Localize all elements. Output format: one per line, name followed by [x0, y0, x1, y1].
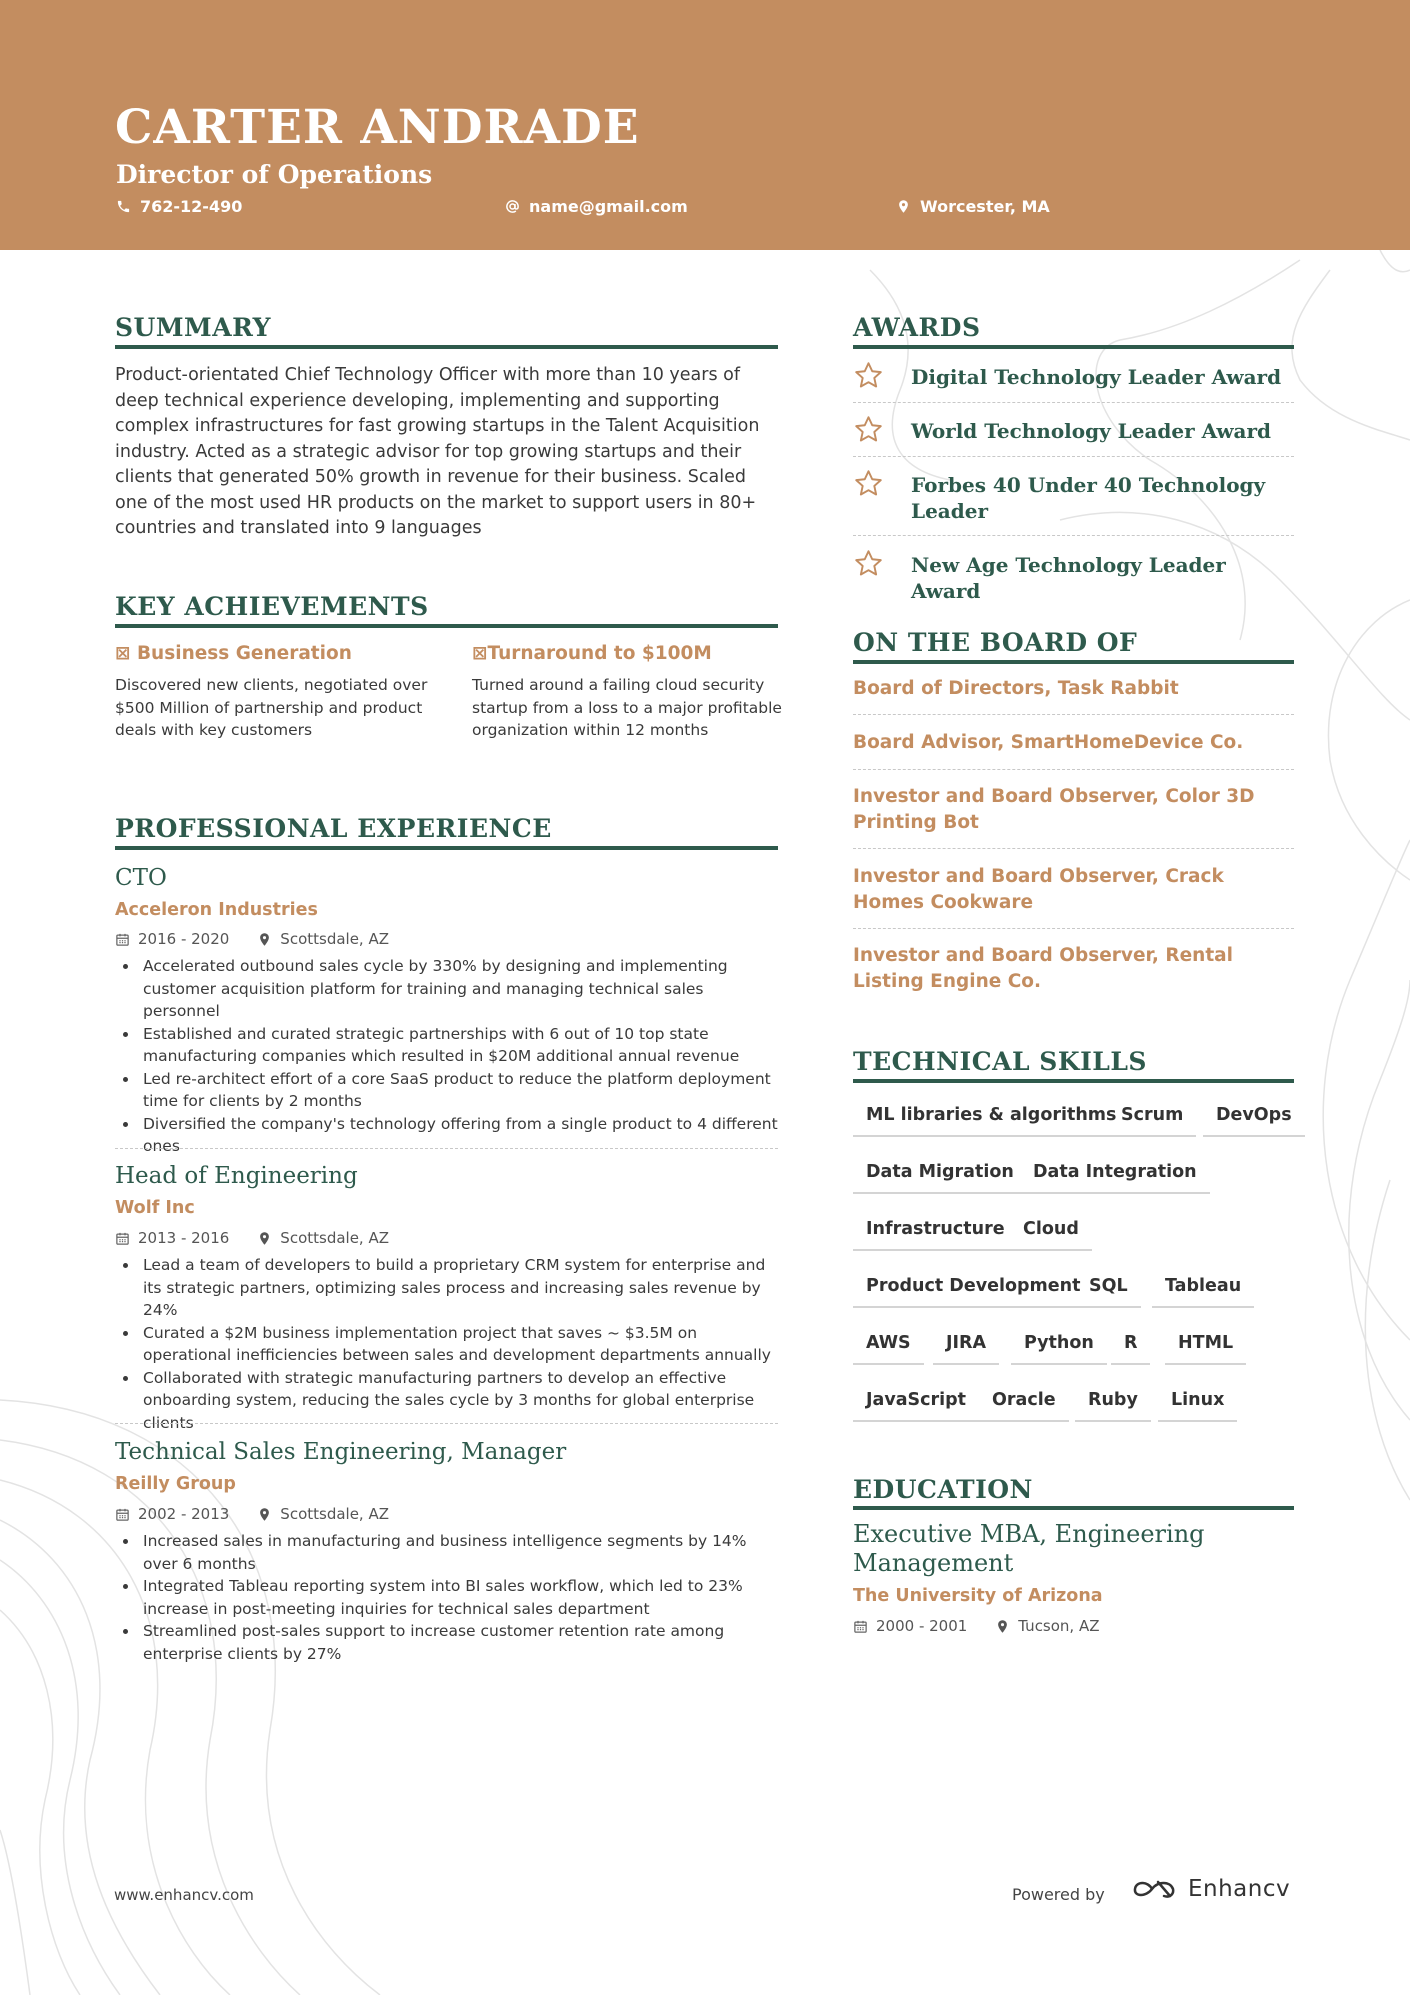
contact-phone[interactable] — [116, 197, 242, 216]
board-separator — [853, 848, 1294, 849]
job-bullet: Streamlined post-sales support to increase customer retention rate among enterprise clients by 27% — [115, 1620, 785, 1665]
header-banner — [0, 0, 1410, 250]
location-pin-icon — [896, 199, 911, 214]
achievement-title: ⊠Turnaround to $100M — [472, 643, 712, 664]
award-item — [853, 552, 1294, 604]
skill-tag: Oracle — [979, 1390, 1069, 1422]
job-bullet: Integrated Tableau reporting system into BI sales workflow, which led to 23% increase in post-meeting inquiries for technical sales department — [115, 1575, 785, 1620]
star-icon — [853, 414, 884, 445]
skills-heading: TECHNICAL SKILLS — [853, 1047, 1147, 1076]
board-item: Investor and Board Observer, Crack Homes Cookware — [853, 866, 1224, 913]
contact-location — [896, 197, 1050, 216]
award-name: Forbes 40 Under 40 Technology Leader — [911, 473, 1266, 523]
job-separator — [115, 1423, 778, 1424]
star-icon — [853, 548, 884, 579]
job-company: Wolf Inc — [115, 1198, 195, 1218]
award-name: World Technology Leader Award — [911, 419, 1272, 443]
email-text: name@gmail.com — [529, 197, 688, 216]
award-separator — [853, 535, 1294, 536]
contact-email[interactable] — [505, 197, 688, 216]
calendar-icon — [115, 1231, 130, 1246]
calendar-icon — [853, 1619, 868, 1634]
powered-by-label: Powered by — [1012, 1885, 1105, 1904]
skill-tag: Tableau — [1152, 1276, 1254, 1308]
job-bullet: Increased sales in manufacturing and business intelligence segments by 14% over 6 months — [115, 1530, 785, 1575]
enhancv-logo-icon — [1130, 1876, 1178, 1902]
star-icon — [853, 468, 884, 499]
board-item: Investor and Board Observer, Rental Listing Engine Co. — [853, 945, 1233, 992]
summary-text: Product-orientated Chief Technology Officer with more than 10 years of deep technical experience developing, implementing and supporting complex infrastructures for fast growing startups in the Talent Acquisition industry. Acted as a strategic advisor for top growing startups and their clients that generated 50% growth in revenue for their business. Scaled one of the most used HR products on the market to support users in 80+ countries and translated into 9 languages — [115, 365, 760, 538]
job-title: Head of Engineering — [115, 1163, 358, 1189]
achievement-title: ⊠ Business Generation — [115, 643, 352, 664]
job-dates: 2016 - 2020 — [138, 930, 230, 948]
education-school: The University of Arizona — [853, 1586, 1103, 1606]
board-item: Board of Directors, Task Rabbit — [853, 678, 1179, 699]
education-divider — [853, 1506, 1294, 1510]
skill-tag: Ruby — [1075, 1390, 1151, 1422]
skill-tag: Cloud — [1010, 1219, 1092, 1251]
job-separator — [115, 1148, 778, 1149]
job-meta — [115, 930, 389, 948]
job-company: Reilly Group — [115, 1474, 236, 1494]
skill-tag: Python — [1011, 1333, 1107, 1365]
location-pin-icon — [995, 1619, 1010, 1634]
star-icon — [853, 360, 884, 391]
job-bullet: Collaborated with strategic manufacturing partners to develop an effective onboarding system, reducing the sales cycle by 3 months for global enterprise clients — [115, 1367, 785, 1435]
job-bullet: Diversified the company's technology offering from a single product to 4 different ones — [115, 1113, 785, 1158]
job-location: Scottsdale, AZ — [280, 930, 390, 948]
skill-tag: ML libraries & algorithms — [853, 1105, 1129, 1137]
award-item — [853, 364, 1294, 391]
education-heading: EDUCATION — [853, 1475, 1033, 1504]
job-title: Technical Sales Engineering, Manager — [115, 1439, 567, 1465]
location-pin-icon — [257, 1231, 272, 1246]
job-bullet: Lead a team of developers to build a proprietary CRM system for enterprise and its strategic partners, optimizing sales process and increasing sales revenue by 24% — [115, 1254, 785, 1322]
skill-tag: JavaScript — [853, 1390, 979, 1422]
summary-divider — [115, 345, 778, 349]
board-item: Board Advisor, SmartHomeDevice Co. — [853, 732, 1244, 753]
job-bullets — [115, 1254, 785, 1434]
education-location: Tucson, AZ — [1018, 1617, 1100, 1635]
candidate-name: CARTER ANDRADE — [115, 100, 640, 155]
board-separator — [853, 928, 1294, 929]
skill-tag: Data Migration — [853, 1162, 1027, 1194]
skill-tag: DevOps — [1203, 1105, 1305, 1137]
achievements-heading: KEY ACHIEVEMENTS — [115, 592, 429, 621]
job-bullet: Curated a $2M business implementation project that saves ~ $3.5M on operational inefficiencies between sales and development departments annually — [115, 1322, 785, 1367]
location-pin-icon — [257, 1507, 272, 1522]
job-dates: 2013 - 2016 — [138, 1229, 230, 1247]
award-item — [853, 418, 1294, 445]
awards-divider — [853, 345, 1294, 349]
skill-tag: SQL — [1076, 1276, 1141, 1308]
candidate-role: Director of Operations — [116, 160, 433, 189]
job-bullets — [115, 955, 785, 1158]
job-location: Scottsdale, AZ — [280, 1505, 390, 1523]
location-pin-icon — [257, 932, 272, 947]
achievement-text: Turned around a failing cloud security startup from a loss to a major profitable organization within 12 months — [472, 676, 782, 739]
job-title: CTO — [115, 865, 167, 891]
skill-tag: Infrastructure — [853, 1219, 1018, 1251]
award-name: New Age Technology Leader Award — [911, 553, 1226, 603]
achievements-divider — [115, 624, 778, 628]
job-bullet: Led re-architect effort of a core SaaS product to reduce the platform deployment time for clients by 2 months — [115, 1068, 785, 1113]
job-dates: 2002 - 2013 — [138, 1505, 230, 1523]
skills-divider — [853, 1079, 1294, 1083]
calendar-icon — [115, 932, 130, 947]
skill-tag: R — [1111, 1333, 1150, 1365]
job-bullets — [115, 1530, 785, 1665]
award-name: Digital Technology Leader Award — [911, 365, 1282, 389]
board-item: Investor and Board Observer, Color 3D Printing Bot — [853, 786, 1255, 833]
skill-tag: HTML — [1165, 1333, 1246, 1365]
board-divider — [853, 660, 1294, 664]
skill-tag: Product Development — [853, 1276, 1093, 1308]
award-separator — [853, 456, 1294, 457]
job-location: Scottsdale, AZ — [280, 1229, 390, 1247]
job-bullet: Accelerated outbound sales cycle by 330% by designing and implementing customer acquisition platform for training and managing technical sales personnel — [115, 955, 785, 1023]
calendar-icon — [115, 1507, 130, 1522]
skill-tag: JIRA — [933, 1333, 999, 1365]
job-company: Acceleron Industries — [115, 900, 318, 920]
at-icon — [505, 199, 520, 214]
board-separator — [853, 769, 1294, 770]
skill-tag: Scrum — [1108, 1105, 1196, 1137]
job-meta — [115, 1505, 389, 1523]
experience-divider — [115, 846, 778, 850]
brand-name: Enhancv — [1188, 1876, 1291, 1902]
board-separator — [853, 714, 1294, 715]
experience-heading: PROFESSIONAL EXPERIENCE — [115, 814, 552, 843]
skill-tag: Linux — [1158, 1390, 1237, 1422]
education-meta — [853, 1617, 1100, 1635]
phone-icon — [116, 199, 131, 214]
summary-heading: SUMMARY — [115, 313, 271, 342]
award-item — [853, 472, 1294, 524]
education-dates: 2000 - 2001 — [876, 1617, 968, 1635]
awards-heading: AWARDS — [853, 313, 981, 342]
location-text: Worcester, MA — [920, 197, 1050, 216]
phone-text: 762-12-490 — [140, 197, 243, 216]
job-meta — [115, 1229, 389, 1247]
award-separator — [853, 402, 1294, 403]
job-bullet: Established and curated strategic partnerships with 6 out of 10 top state manufacturing companies which resulted in $20M additional annual revenue — [115, 1023, 785, 1068]
footer-url[interactable]: www.enhancv.com — [114, 1886, 254, 1904]
skill-tag: AWS — [853, 1333, 924, 1365]
skill-tag: Data Integration — [1020, 1162, 1210, 1194]
education-degree: Executive MBA, Engineering Management — [853, 1520, 1205, 1577]
brand-logo[interactable] — [1130, 1876, 1290, 1902]
achievement-text: Discovered new clients, negotiated over $500 Million of partnership and product deals with key customers — [115, 676, 428, 739]
board-heading: ON THE BOARD OF — [853, 628, 1138, 657]
